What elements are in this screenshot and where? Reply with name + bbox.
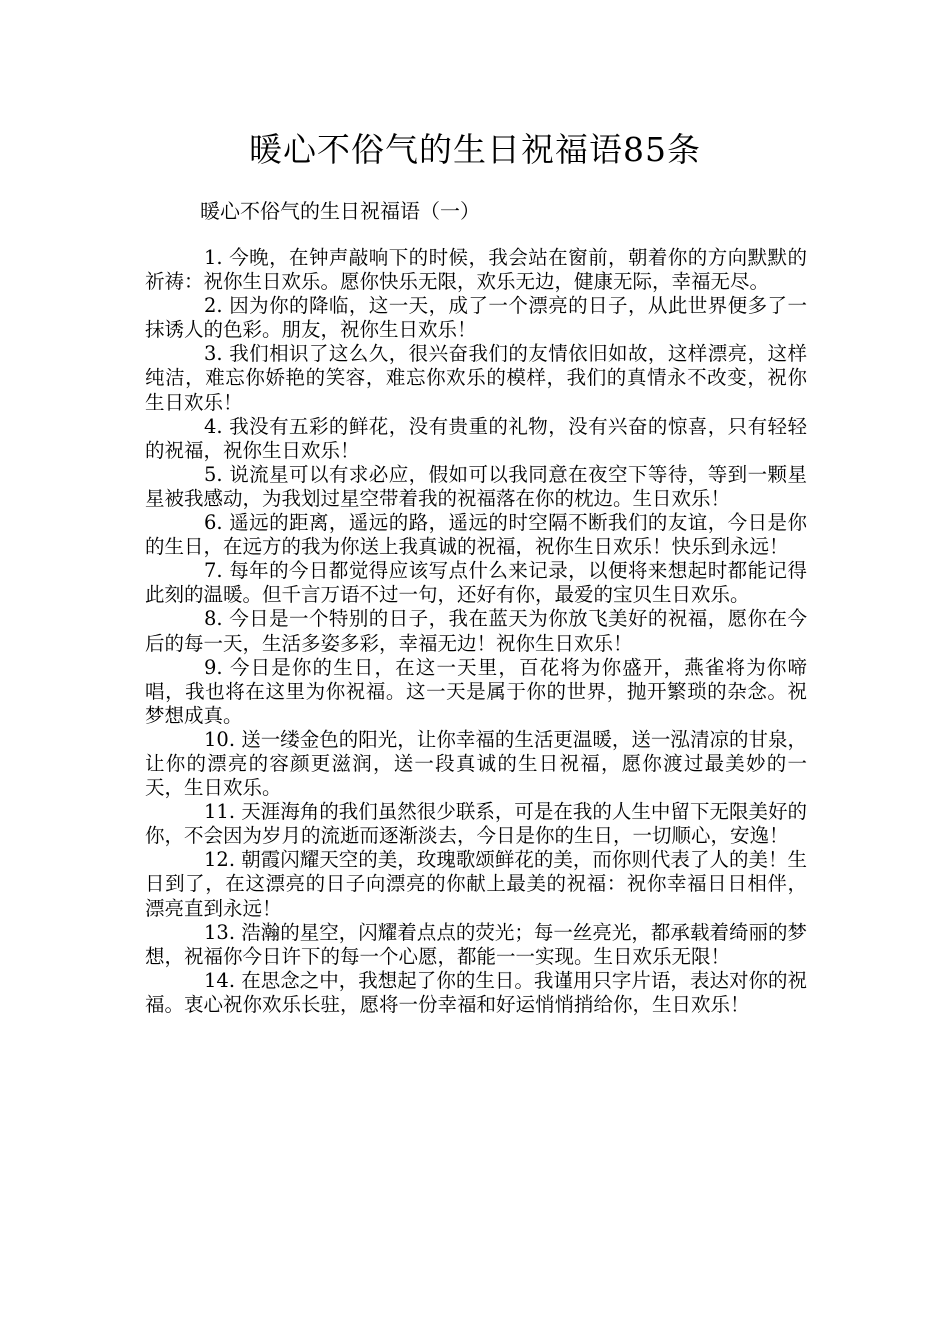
list-item: 3. 我们相识了这么久，很兴奋我们的友情依旧如故，这样漂亮，这样纯洁，难忘你娇艳的笑容，难忘你欢乐的模样，我们的真情永不改变，祝你生日欢乐！ [145,342,807,414]
list-item: 14. 在思念之中，我想起了你的生日。我谨用只字片语，表达对你的祝福。衷心祝你欢乐长驻，愿将一份幸福和好运悄悄捎给你，生日欢乐！ [145,968,807,1016]
section-heading: 暖心不俗气的生日祝福语（一） [200,199,480,223]
list-item: 6. 遥远的距离，遥远的路，遥远的时空隔不断我们的友谊，今日是你的生日，在远方的我为你送上我真诚的祝福，祝你生日欢乐！快乐到永远！ [145,511,807,559]
list-item: 2. 因为你的降临，这一天，成了一个漂亮的日子，从此世界便多了一抹诱人的色彩。朋友，祝你生日欢乐！ [145,294,807,342]
list-item: 7. 每年的今日都觉得应该写点什么来记录，以便将来想起时都能记得此刻的温暖。但千言万语不过一句，还好有你，最爱的宝贝生日欢乐。 [145,559,807,607]
blessing-list [145,246,807,1017]
list-item: 8. 今日是一个特别的日子，我在蓝天为你放飞美好的祝福，愿你在今后的每一天，生活多姿多彩，幸福无边！祝你生日欢乐！ [145,607,807,655]
list-item: 9. 今日是你的生日，在这一天里，百花将为你盛开，燕雀将为你啼唱，我也将在这里为你祝福。这一天是属于你的世界，抛开繁琐的杂念。祝梦想成真。 [145,655,807,727]
list-item: 13. 浩瀚的星空，闪耀着点点的荧光；每一丝亮光，都承载着绮丽的梦想，祝福你今日许下的每一个心愿，都能一一实现。生日欢乐无限！ [145,920,807,968]
list-item: 10. 送一缕金色的阳光，让你幸福的生活更温暖，送一泓清凉的甘泉，让你的漂亮的容颜更滋润，送一段真诚的生日祝福，愿你渡过最美妙的一天，生日欢乐。 [145,727,807,800]
list-item: 1. 今晚，在钟声敲响下的时候，我会站在窗前，朝着你的方向默默的祈祷：祝你生日欢乐。愿你快乐无限，欢乐无边，健康无际，幸福无尽。 [145,246,807,294]
list-item: 12. 朝霞闪耀天空的美，玫瑰歌颂鲜花的美，而你则代表了人的美！生日到了，在这漂亮的日子向漂亮的你献上最美的祝福：祝你幸福日日相伴，漂亮直到永远！ [145,848,807,920]
document-title: 暖心不俗气的生日祝福语85条 [249,130,701,169]
list-item: 4. 我没有五彩的鲜花，没有贵重的礼物，没有兴奋的惊喜，只有轻轻的祝福，祝你生日欢乐！ [145,414,807,462]
list-item: 5. 说流星可以有求必应，假如可以我同意在夜空下等待，等到一颗星星被我感动，为我划过星空带着我的祝福落在你的枕边。生日欢乐！ [145,462,807,510]
list-item: 11. 天涯海角的我们虽然很少联系，可是在我的人生中留下无限美好的你，不会因为岁月的流逝而逐渐淡去，今日是你的生日，一切顺心，安逸！ [145,800,807,848]
